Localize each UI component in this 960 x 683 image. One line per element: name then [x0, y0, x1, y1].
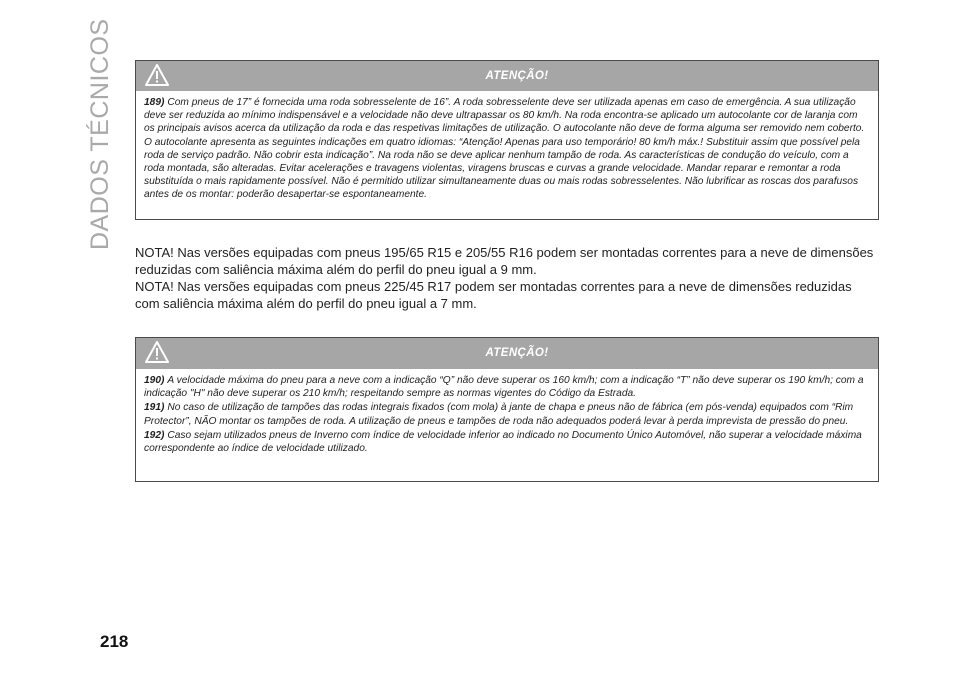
warning-item-number: 191) — [144, 402, 165, 414]
section-side-title-text: DADOS TÉCNICOS — [86, 18, 114, 250]
note-text: NOTA! Nas versões equipadas com pneus 195/65 R15 e 205/55 R16 podem ser montadas correntes para a neve de dimensões reduzidas com saliência máxima além do perfil do pneu igual a 9 mm. — [135, 245, 874, 277]
warning-header — [136, 338, 878, 369]
warning-body — [136, 91, 878, 202]
warning-item-number: 189) — [144, 97, 165, 108]
warning-item — [144, 401, 871, 427]
note-1 — [135, 244, 877, 278]
warning-item-text: Com pneus de 17” é fornecida uma roda sobresselente de 16”. A roda sobresselente deve ser utilizada apenas em caso de emergência. A sua utilização deve ser reduzida ao mínimo indispensável e a velocidade não deve ultrapassar os 80 km/h. Na roda encontra-se aplicado um autocolante cor de laranja com os principais avisos acerca da utilização da roda e das respetivas limitações de utilização. O autocolante não deve de forma alguma ser removido nem coberto. O autocolante apresenta as seguintes indicações em quatro idiomas: “Atenção! Apenas para uso temporário! 80 km/h máx.! Substituir assim que possível pela roda de serviço padrão. Não cobrir esta indicação”. Na roda não se deve aplicar nenhum tampão de roda. As características de condução do veículo, com a roda montada, são alteradas. Evitar acelerações e travagens violentas, viragens bruscas e curvas a grande velocidade. Mandar reparar e remontar a roda substituída o mais rapidamente possível. Não é permitido utilizar simultaneamente duas ou mais rodas sobresselentes. Não lubrificar as roscas dos parafusos antes de os montar: poderão desapertar-se espontaneamente. — [144, 97, 865, 201]
warning-box-1 — [135, 60, 879, 220]
note-text: NOTA! Nas versões equipadas com pneus 225/45 R17 podem ser montadas correntes para a neve de dimensões reduzidas com saliência máxima além do perfil do pneu igual a 7 mm. — [135, 279, 852, 311]
warning-item — [144, 96, 871, 202]
warning-item-text: Caso sejam utilizados pneus de Inverno com índice de velocidade inferior ao indicado no Documento Único Automóvel, não superar a velocidade máxima correspondente ao índice de velocidade utilizado. — [144, 429, 862, 455]
warning-item-number: 190) — [144, 375, 165, 386]
warning-item-text: No caso de utilização de tampões das rodas integrais fixados (com mola) à jante de chapa e pneus não de fábrica (em pós-venda) equipados com “Rim Protector”, NÃO montar os tampões de roda. A utilização de pneus e tampões de roda não adequados poderá levar à perda imprevista de pressão do pneu. — [144, 402, 854, 427]
warning-title: ATENÇÃO! — [485, 70, 549, 82]
warning-item — [144, 374, 871, 400]
warning-box-2 — [135, 337, 879, 482]
warning-item-number: 192) — [144, 429, 165, 441]
warning-body — [136, 369, 878, 455]
section-side-title — [83, 18, 117, 250]
warning-item — [144, 429, 871, 455]
page-number: 218 — [100, 632, 129, 651]
warning-item-text: A velocidade máxima do pneu para a neve com a indicação “Q” não deve superar os 160 km/h; com a indicação “T” não deve superar os 190 km/h; com a indicação "H" não deve superar os 210 km/h; respeitando sempre as normas vigentes do Código da Estrada. — [144, 375, 864, 400]
note-2 — [135, 278, 877, 312]
warning-title: ATENÇÃO! — [485, 347, 549, 359]
warning-header — [136, 61, 878, 91]
